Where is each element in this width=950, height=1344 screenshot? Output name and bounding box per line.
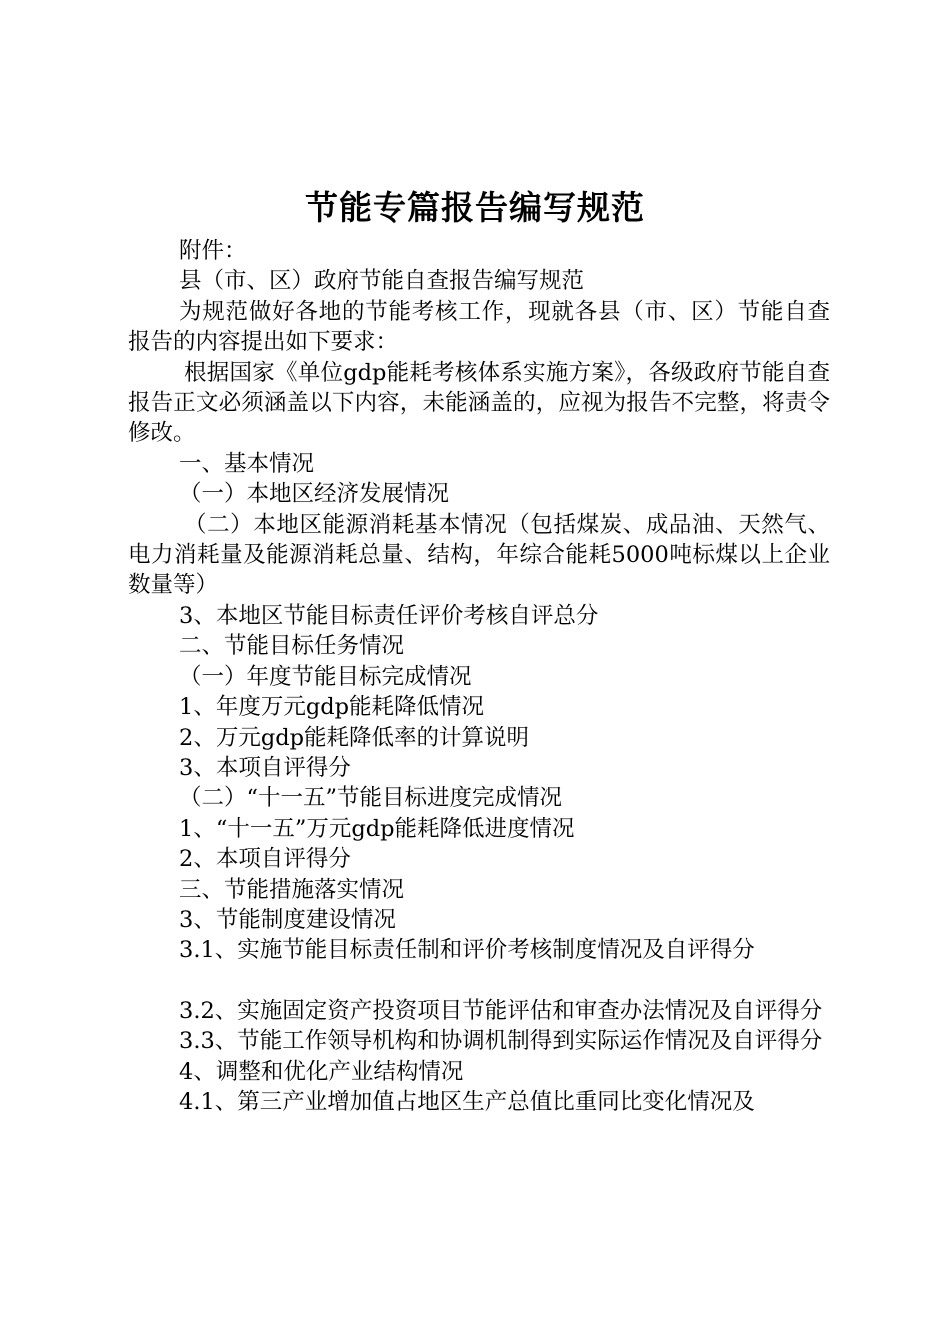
heading-basic-situation: 一、基本情况 [179, 450, 315, 477]
item-self-assessment-score: 3、本地区节能目标责任评价考核自评总分 [179, 602, 599, 629]
item-economic-development: （一）本地区经济发展情况 [179, 481, 450, 508]
paragraph-intro: 为规范做好各地的节能考核工作，现就各县（市、区）节能自查报告的内容提出如下要求： [128, 298, 830, 356]
item-five-year-progress: （二）“十一五”节能目标进度完成情况 [179, 785, 563, 812]
paragraph-basis: 根据国家《单位gdp能耗考核体系实施方案》，各级政府节能自查报告正文必须涵盖以下内容，未能涵盖的，应视为报告不完整，将责令修改。 [128, 359, 830, 447]
item-4-1: 4.1、第三产业增加值占地区生产总值比重同比变化情况及 [179, 1088, 755, 1115]
item-3-1: 3.1、实施节能目标责任制和评价考核制度情况及自评得分 [179, 937, 755, 964]
paragraph-attachment-label: 附件： [179, 238, 247, 264]
item-score-2: 2、本项自评得分 [179, 846, 351, 873]
document-body [128, 236, 830, 1117]
item-3-3: 3.3、节能工作领导机构和协调机制得到实际运作情况及自评得分 [179, 1028, 823, 1055]
item-industrial-structure: 4、调整和优化产业结构情况 [179, 1058, 464, 1085]
item-annual-gdp-energy: 1、年度万元gdp能耗降低情况 [179, 694, 485, 721]
item-system-building: 3、节能制度建设情况 [179, 906, 396, 933]
blank-line [128, 966, 830, 996]
item-3-2: 3.2、实施固定资产投资项目节能评估和审查办法情况及自评得分 [179, 997, 823, 1024]
heading-measures: 三、节能措施落实情况 [179, 876, 405, 903]
item-annual-target: （一）年度节能目标完成情况 [179, 663, 472, 690]
item-calculation-note: 2、万元gdp能耗降低率的计算说明 [179, 724, 530, 751]
heading-targets: 二、节能目标任务情况 [179, 633, 405, 660]
document-title: 节能专篇报告编写规范 [305, 188, 645, 227]
item-energy-consumption: （二）本地区能源消耗基本情况（包括煤炭、成品油、天然气、电力消耗量及能源消耗总量、结构，年综合能耗5000吨标煤以上企业数量等） [128, 511, 830, 599]
paragraph-subtitle: 县（市、区）政府节能自查报告编写规范 [179, 268, 585, 295]
item-five-year-gdp-energy: 1、“十一五”万元gdp能耗降低进度情况 [179, 815, 575, 842]
item-score-1: 3、本项自评得分 [179, 754, 351, 781]
